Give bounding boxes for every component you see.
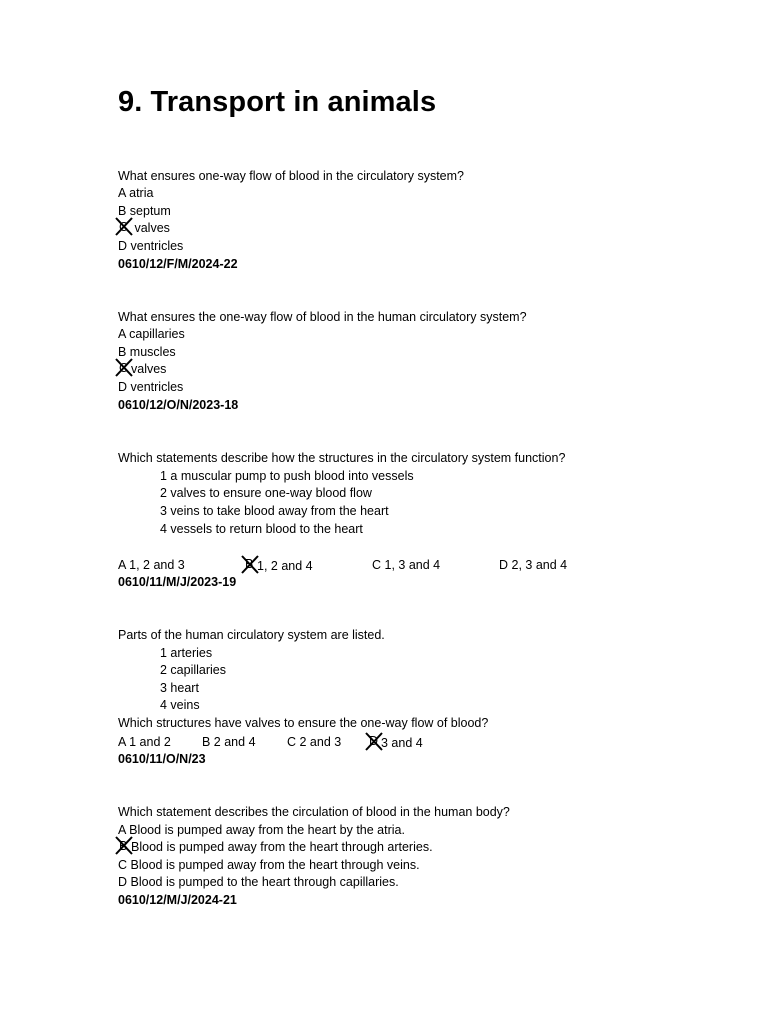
statement-item: 1 a muscular pump to push blood into vessels — [160, 469, 414, 483]
question-2-option-c — [118, 361, 166, 379]
question-4-intro: Parts of the human circulatory system are listed. — [118, 628, 385, 642]
question-4-option-c: C 2 and 3 — [287, 735, 342, 749]
list-item: 1 arteries — [160, 646, 213, 660]
option-text: 1, 2 and 4 — [257, 559, 313, 573]
answer-cross-mark — [118, 361, 130, 375]
question-5-text: Which statement describes the circulation of blood in the human body? — [118, 805, 510, 819]
option-text: valves — [131, 362, 167, 376]
option-text: 3 and 4 — [381, 736, 423, 750]
question-5-option-a: A Blood is pumped away from the heart by the atria. — [118, 823, 405, 837]
question-3-text: Which statements describe how the structures in the circulatory system function? — [118, 451, 566, 465]
option-letter: C — [119, 220, 129, 234]
question-5-option-b — [118, 839, 433, 857]
option-letter: C — [119, 361, 129, 375]
question-1-text: What ensures one-way flow of blood in the circulatory system? — [118, 169, 464, 183]
option-text: Blood is pumped away from the heart through arteries. — [131, 840, 433, 854]
question-3-option-a: A 1, 2 and 3 — [118, 558, 185, 572]
question-5-reference: 0610/12/M/J/2024-21 — [118, 893, 237, 907]
question-3-reference: 0610/11/M/J/2023-19 — [118, 575, 237, 589]
question-4-option-b: B 2 and 4 — [202, 735, 256, 749]
question-1-reference: 0610/12/F/M/2024-22 — [118, 257, 238, 271]
question-4-reference: 0610/11/O/N/23 — [118, 752, 206, 766]
list-item: 3 heart — [160, 681, 199, 695]
question-4-option-a: A 1 and 2 — [118, 735, 171, 749]
answer-cross-mark — [244, 558, 256, 572]
list-item: 2 capillaries — [160, 663, 227, 677]
statement-item: 4 vessels to return blood to the heart — [160, 522, 363, 536]
question-2-text: What ensures the one-way flow of blood in the human circulatory system? — [118, 310, 527, 324]
statement-item: 3 veins to take blood away from the heart — [160, 504, 389, 518]
page-title: 9. Transport in animals — [118, 86, 437, 118]
question-5-option-d: D Blood is pumped to the heart through capillaries. — [118, 875, 399, 889]
question-1-option-a: A atria — [118, 186, 154, 200]
question-4-option-d — [368, 735, 423, 750]
question-2-option-a: A capillaries — [118, 327, 185, 341]
answer-cross-mark — [118, 839, 130, 853]
question-3-option-b — [244, 558, 313, 573]
question-1-option-c — [118, 220, 170, 238]
question-2-reference: 0610/12/O/N/2023-18 — [118, 398, 239, 412]
answer-cross-mark — [118, 220, 130, 234]
option-letter: B — [119, 839, 128, 853]
question-4-text: Which structures have valves to ensure the one-way flow of blood? — [118, 716, 489, 730]
question-5-option-c: C Blood is pumped away from the heart through veins. — [118, 858, 420, 872]
statement-item: 2 valves to ensure one-way blood flow — [160, 486, 372, 500]
question-1-option-b: B septum — [118, 204, 171, 218]
question-2-option-b: B muscles — [118, 345, 176, 359]
option-text: valves — [131, 221, 170, 235]
option-letter: D — [369, 734, 379, 748]
list-item: 4 veins — [160, 698, 200, 712]
question-2-option-d: D ventricles — [118, 380, 184, 394]
answer-cross-mark — [368, 735, 380, 749]
question-3-option-c: C 1, 3 and 4 — [372, 558, 441, 572]
option-letter: B — [245, 557, 254, 571]
question-3-option-d: D 2, 3 and 4 — [499, 558, 568, 572]
question-1-option-d: D ventricles — [118, 239, 184, 253]
